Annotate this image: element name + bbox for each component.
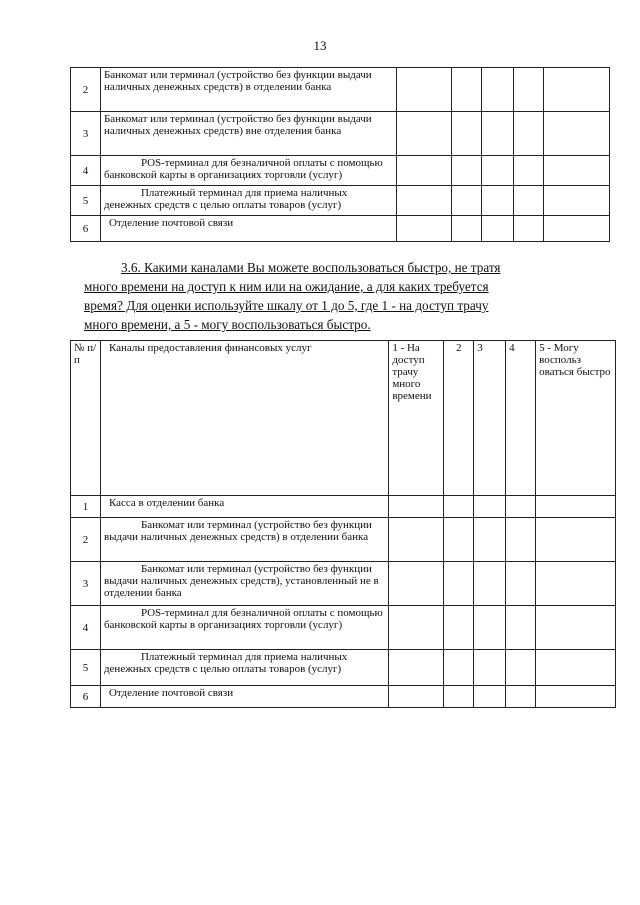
table-row — [71, 606, 616, 650]
table-row — [71, 156, 610, 186]
row-number: 2 — [71, 68, 101, 112]
header-scale-5: 5 - Могу воспольз оваться быстро — [536, 341, 616, 496]
channel-label: Банкомат или терминал (устройство без функции выдачи наличных денежных средств), установленный не в отделении банка — [100, 562, 388, 606]
channel-label: Касса в отделении банка — [100, 496, 388, 518]
row-number: 4 — [71, 606, 101, 650]
header-num: № п/п — [71, 341, 101, 496]
header-scale-1: 1 - На доступ трачу много времени — [389, 341, 444, 496]
channel-label: Отделение почтовой связи — [100, 686, 388, 708]
continuation-table — [70, 67, 610, 242]
channel-label: Банкомат или терминал (устройство без функции выдачи наличных денежных средств) в отделении банка — [100, 518, 388, 562]
channel-label: Платежный терминал для приема наличных денежных средств с целью оплаты товаров (услуг) — [100, 650, 388, 686]
row-number: 5 — [71, 650, 101, 686]
channel-label: POS-терминал для безналичной оплаты с помощью банковской карты в организациях торговли (услуг) — [100, 156, 396, 186]
question-line: время? Для оценки используйте шкалу от 1 до 5, где 1 - на доступ трачу — [84, 298, 489, 313]
table-row — [71, 186, 610, 216]
channel-label: Платежный терминал для приема наличных денежных средств с целью оплаты товаров (услуг) — [100, 186, 396, 216]
channel-label: Банкомат или терминал (устройство без функции выдачи наличных денежных средств) в отделении банка — [100, 68, 396, 112]
row-number: 6 — [71, 686, 101, 708]
row-number: 2 — [71, 518, 101, 562]
row-number: 5 — [71, 186, 101, 216]
table-row — [71, 650, 616, 686]
row-number: 6 — [71, 216, 101, 242]
table-row — [71, 686, 616, 708]
header-scale-4: 4 — [506, 341, 536, 496]
header-scale-3: 3 — [474, 341, 506, 496]
channels-rating-table — [70, 340, 616, 708]
table-header-row — [71, 341, 616, 496]
row-number: 4 — [71, 156, 101, 186]
question-line: много времени, а 5 - могу воспользоваться быстро. — [84, 317, 371, 332]
table-row — [71, 216, 610, 242]
header-scale-2: 2 — [444, 341, 474, 496]
question-3-6 — [84, 258, 608, 334]
question-line: много времени на доступ к ним или на ожидание, а для каких требуется — [84, 279, 489, 294]
page-number: 13 — [313, 38, 327, 53]
table-row — [71, 112, 610, 156]
table-row — [71, 562, 616, 606]
question-line: 3.6. Какими каналами Вы можете воспользоваться быстро, не тратя — [121, 260, 501, 275]
table-row — [71, 496, 616, 518]
table-row — [71, 68, 610, 112]
channel-label: Отделение почтовой связи — [100, 216, 396, 242]
row-number: 3 — [71, 562, 101, 606]
header-channels: Каналы предоставления финансовых услуг — [100, 341, 388, 496]
row-number: 3 — [71, 112, 101, 156]
row-number: 1 — [71, 496, 101, 518]
channel-label: POS-терминал для безналичной оплаты с помощью банковской карты в организациях торговли (услуг) — [100, 606, 388, 650]
table-row — [71, 518, 616, 562]
channel-label: Банкомат или терминал (устройство без функции выдачи наличных денежных средств) вне отделения банка — [100, 112, 396, 156]
